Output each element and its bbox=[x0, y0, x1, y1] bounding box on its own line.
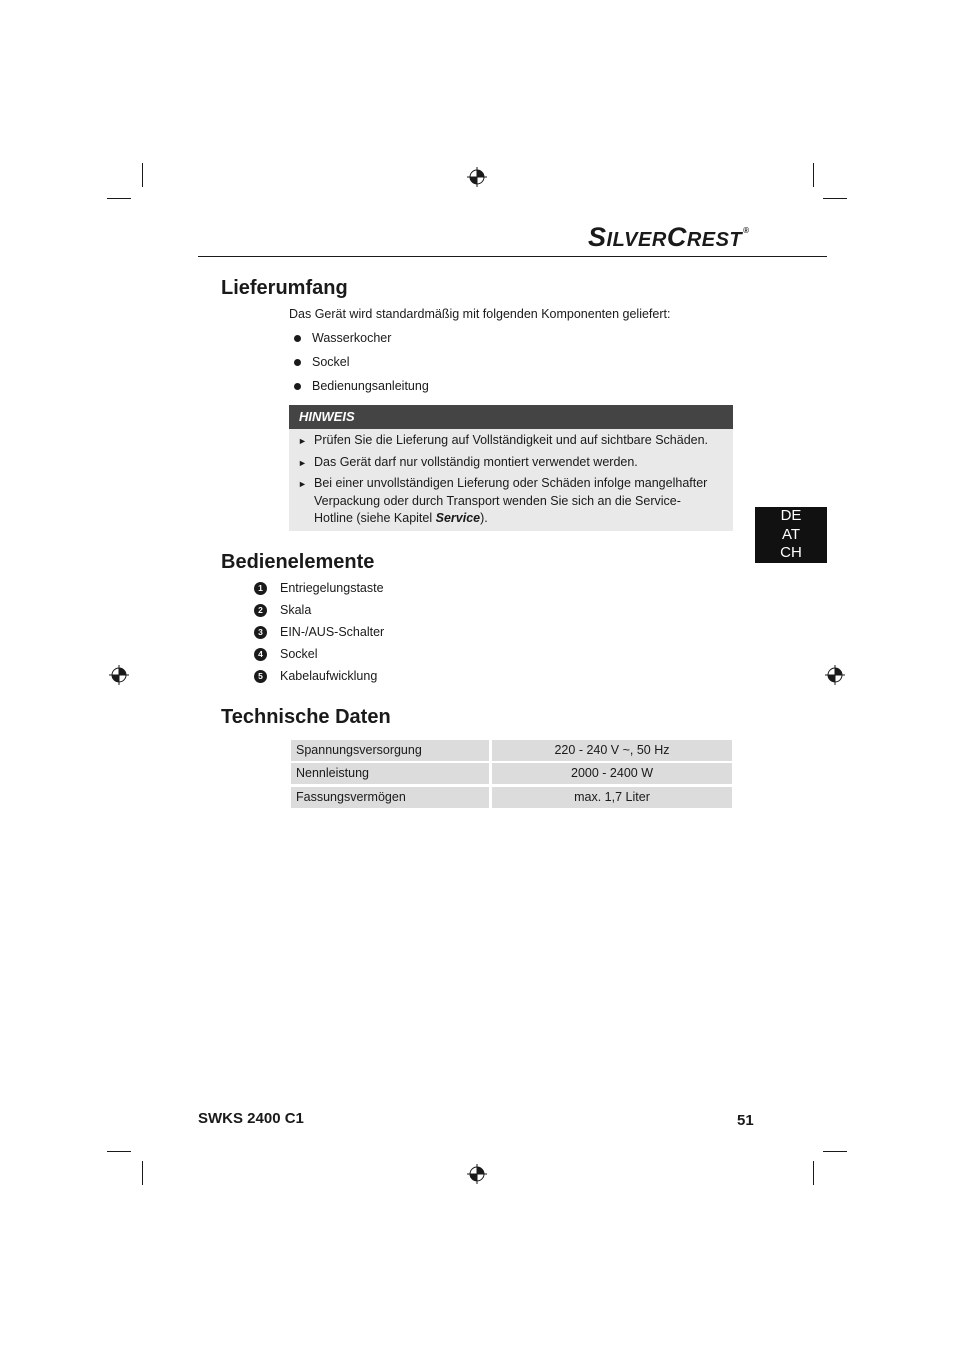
section-title-lieferumfang: Lieferumfang bbox=[221, 277, 348, 299]
logo-letter: C bbox=[666, 222, 687, 252]
note-item-bold: Service bbox=[435, 511, 481, 525]
note-item: Prüfen Sie die Lieferung auf Vollständigkeit und auf sichtbare Schäden. bbox=[314, 433, 709, 447]
component-label: Entriegelungstaste bbox=[280, 581, 384, 595]
list-item: Sockel bbox=[312, 355, 350, 369]
registration-mark-icon bbox=[467, 167, 487, 187]
registration-mark-icon bbox=[467, 1164, 487, 1184]
number-badge: 4 bbox=[254, 648, 267, 661]
note-box bbox=[289, 405, 733, 531]
header-rule bbox=[198, 256, 827, 257]
bullet-dot-icon bbox=[294, 383, 301, 390]
crop-mark bbox=[142, 163, 143, 187]
arrow-right-icon: ► bbox=[298, 479, 307, 489]
crop-mark bbox=[107, 198, 131, 199]
note-title: HINWEIS bbox=[299, 409, 355, 424]
crop-mark bbox=[813, 163, 814, 187]
arrow-right-icon: ► bbox=[298, 458, 307, 468]
number-badge: 5 bbox=[254, 670, 267, 683]
note-item-text: ). bbox=[480, 511, 488, 525]
language-code: DE bbox=[780, 507, 802, 524]
language-code: AT bbox=[781, 525, 801, 543]
crop-mark bbox=[142, 1161, 143, 1185]
intro-text: Das Gerät wird standardmäßig mit folgenden Komponenten geliefert: bbox=[289, 307, 671, 321]
note-item: Das Gerät darf nur vollständig montiert verwendet werden. bbox=[314, 455, 638, 469]
component-label: Kabelaufwicklung bbox=[280, 669, 378, 683]
logo-letter: S bbox=[588, 222, 607, 252]
list-item: Bedienungsanleitung bbox=[312, 379, 429, 393]
registration-mark-icon bbox=[109, 665, 129, 685]
registered-mark: ® bbox=[743, 226, 750, 235]
bullet-dot-icon bbox=[294, 335, 301, 342]
component-label: Skala bbox=[280, 603, 312, 617]
registration-mark-icon bbox=[825, 665, 845, 685]
note-item bbox=[314, 475, 714, 528]
section-title-technische-daten: Technische Daten bbox=[221, 706, 391, 728]
note-header bbox=[289, 405, 733, 429]
arrow-right-icon: ► bbox=[298, 436, 307, 446]
section-title-bedienelemente: Bedienelemente bbox=[221, 551, 375, 573]
logo-letters: REST bbox=[686, 229, 743, 251]
crop-mark bbox=[107, 1151, 131, 1152]
logo-letters: ILVER bbox=[606, 229, 667, 251]
note-item-text: Bei einer unvollständigen Lieferung oder Schäden infolge mangelhafter Verpackung oder durch Transport wenden Sie sich an die Service-Hotline (siehe Kapitel bbox=[314, 476, 708, 525]
spec-label: Fassungsvermögen bbox=[291, 787, 489, 808]
component-label: Sockel bbox=[280, 647, 318, 661]
number-badge: 2 bbox=[254, 604, 267, 617]
spec-value: 2000 - 2400 W bbox=[492, 763, 732, 784]
crop-mark bbox=[823, 198, 847, 199]
number-badge: 1 bbox=[254, 582, 267, 595]
model-number: SWKS 2400 C1 bbox=[198, 1110, 304, 1127]
component-label: EIN-/AUS-Schalter bbox=[280, 625, 385, 639]
crop-mark bbox=[823, 1151, 847, 1152]
language-tab bbox=[755, 507, 827, 563]
number-badge: 3 bbox=[254, 626, 267, 639]
spec-value: max. 1,7 Liter bbox=[492, 787, 732, 808]
crop-mark bbox=[813, 1161, 814, 1185]
spec-value: 220 - 240 V ~, 50 Hz bbox=[492, 740, 732, 761]
list-item: Wasserkocher bbox=[312, 331, 392, 345]
bullet-dot-icon bbox=[294, 359, 301, 366]
page-number: 51 bbox=[737, 1112, 754, 1129]
spec-label: Spannungsversorgung bbox=[291, 740, 489, 761]
brand-logo bbox=[588, 222, 750, 253]
language-code: CH bbox=[780, 544, 802, 561]
spec-label: Nennleistung bbox=[291, 763, 489, 784]
